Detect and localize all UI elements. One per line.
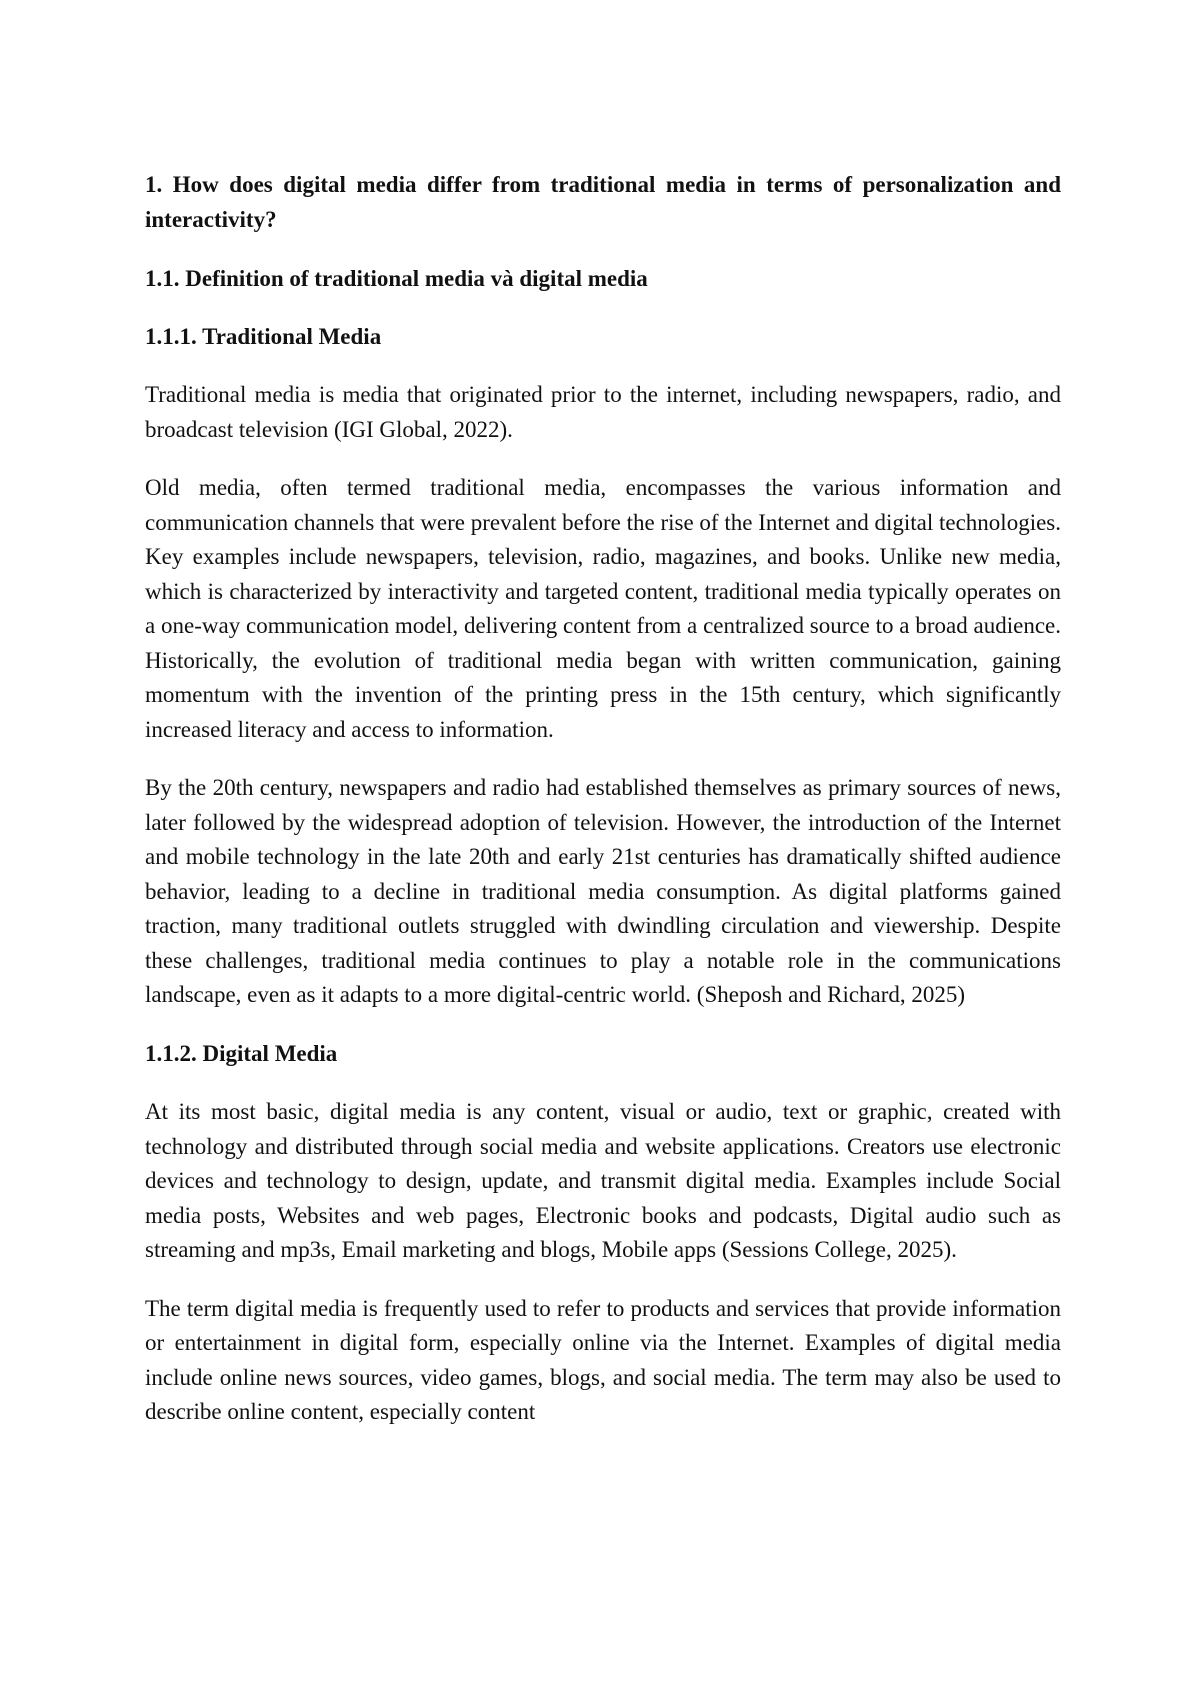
paragraph-digital-term: The term digital media is frequently used to refer to products and services that provide information or entertainment in digital form, especially online via the Internet. Examples of digital media include online news sources, video games, blogs, and social media. The term may also be used to describe online content, especially content [145,1295,1061,1424]
paragraph-traditional-definition: Traditional media is media that originated prior to the internet, including newspapers, radio, and broadcast television (IGI Global, 2022). [145,382,1061,442]
subsection-title-digital-media: 1.1.2. Digital Media [145,1040,338,1066]
subsection-title-traditional-media: 1.1.1. Traditional Media [145,323,382,349]
paragraph-digital-definition: At its most basic, digital media is any content, visual or audio, text or graphic, created with technology and distributed through social media and website applications. Creators use electronic devices and technology to design, update, and transmit digital media. Examples include Social media posts, Websites and web pages, Electronic books and podcasts, Digital audio such as streaming and mp3s, Email marketing and blogs, Mobile apps (Sessions College, 2025). [145,1099,1061,1262]
document-body [145,168,1061,1430]
question-title: 1. How does digital media differ from traditional media in terms of personalization and interactivity? [145,172,1061,232]
paragraph-20th-century: By the 20th century, newspapers and radio had established themselves as primary sources of news, later followed by the widespread adoption of television. However, the introduction of the Internet and mobile technology in the late 20th and early 21st centuries has dramatically shifted audience behavior, leading to a decline in traditional media consumption. As digital platforms gained traction, many traditional outlets struggled with dwindling circulation and viewership. Despite these challenges, traditional media continues to play a notable role in the communications landscape, even as it adapts to a more digital-centric world. (Sheposh and Richard, 2025) [145,775,1061,1007]
paragraph-old-media: Old media, often termed traditional media, encompasses the various information and communication channels that were prevalent before the rise of the Internet and digital technologies. Key examples include newspapers, television, radio, magazines, and books. Unlike new media, which is characterized by interactivity and targeted content, traditional media typically operates on a one-way communication model, delivering content from a centralized source to a broad audience. Historically, the evolution of traditional media began with written communication, gaining momentum with the invention of the printing press in the 15th century, which significantly increased literacy and access to information. [145,475,1061,742]
section-title: 1.1. Definition of traditional media và digital media [145,266,648,291]
